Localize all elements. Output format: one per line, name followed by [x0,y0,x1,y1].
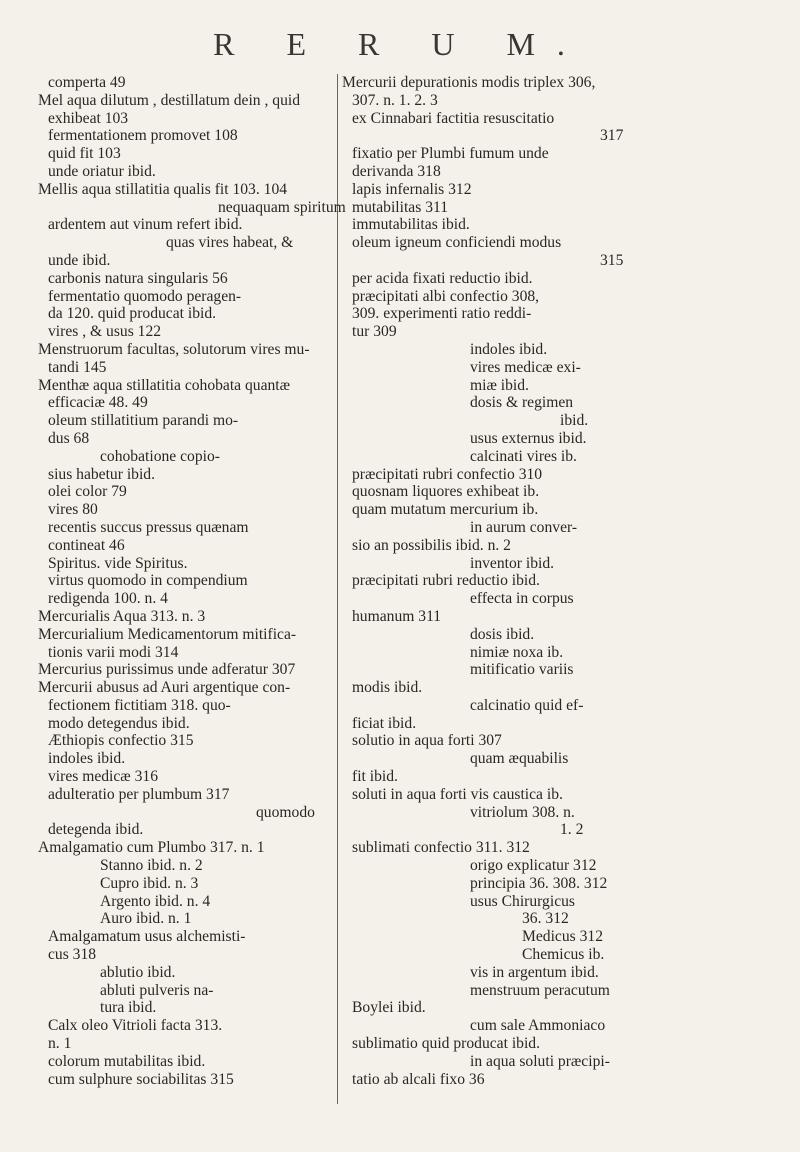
index-entry: ex Cinnabari factitia resuscitatio [352,109,555,127]
index-entry: quam mutatum mercurium ib. [352,501,539,519]
index-entry: humanum 311 [352,607,442,625]
index-entry: præcipitati rubri reductio ibid. [352,572,540,590]
index-entry: Æthiopis confectio 315 [48,732,194,750]
index-entry: da 120. quid producat ibid. [48,305,217,323]
index-entry: tura ibid. [100,999,157,1017]
index-entry: fermentatio quomodo peragen- [48,287,242,305]
index-entry: per acida fixati reductio ibid. [352,269,533,287]
index-entry: virtus quomodo in compendium [48,572,248,590]
index-entry: inventor ibid. [470,554,555,572]
index-entry: cum sulphure sociabilitas 315 [48,1070,234,1088]
index-entry: olei color 79 [48,483,127,501]
index-entry: modis ibid. [352,679,423,697]
index-entry: Menthæ aqua stillatitia cohobata quantæ [38,376,291,394]
index-entry: Mercurius purissimus unde adferatur 307 [38,661,296,679]
index-entry: quas vires habeat, & [166,234,294,252]
index-entry: n. 1 [48,1035,72,1053]
index-entry: mitificatio variis [470,661,574,679]
index-entry: dosis & regimen [470,394,574,412]
index-entry: Chemicus ib. [522,946,605,964]
index-entry: ficiat ibid. [352,714,417,732]
index-entry: menstruum peracutum [470,981,610,999]
index-entry: lapis infernalis 312 [352,180,472,198]
index-entry: sio an possibilis ibid. n. 2 [352,536,511,554]
index-entry: sublimati confectio 311. 312 [352,839,530,857]
index-entry: tandi 145 [48,358,107,376]
index-entry: 317 [600,127,624,145]
right-column [342,74,664,1088]
index-entry: cum sale Ammoniaco [470,1017,606,1035]
index-entry: recentis succus pressus quænam [48,518,249,536]
index-entry: quosnam liquores exhibeat ib. [352,483,540,501]
index-entry: in aurum conver- [470,518,578,536]
index-entry: soluti in aqua forti vis caustica ib. [352,785,563,803]
index-entry: vis in argentum ibid. [470,963,599,981]
index-entry: cohobatione copio- [100,447,220,465]
index-entry: nequaquam spiritum [218,198,346,216]
index-entry: nimiæ noxa ib. [470,643,564,661]
index-entry: 36. 312 [522,910,569,928]
index-entry: Argento ibid. n. 4 [100,892,211,910]
index-entry: indoles ibid. [48,750,126,768]
index-entry: Mercurii depurationis modis triplex 306, [342,74,596,91]
index-entry: Menstruorum facultas, solutorum vires mu- [38,340,310,358]
index-entry: redigenda 100. n. 4 [48,590,168,608]
left-column [38,74,346,1088]
index-entry: 307. n. 1. 2. 3 [352,91,438,109]
index-entry: sublimatio quid producat ibid. [352,1035,540,1053]
index-entry: carbonis natura singularis 56 [48,269,228,287]
index-entry: fectionem fictitiam 318. quo- [48,696,231,714]
index-entry: tatio ab alcali fixo 36 [352,1070,485,1088]
index-entry: Amalgamatum usus alchemisti- [48,928,246,946]
index-entry: detegenda ibid. [48,821,144,839]
index-entry: præcipitati rubri confectio 310 [352,465,543,483]
index-entry: Spiritus. vide Spiritus. [48,554,188,572]
page-header: R E R U M. [213,26,587,62]
index-entry: quid fit 103 [48,145,121,163]
index-entry: solutio in aqua forti 307 [352,732,502,750]
index-entry: Amalgamatio cum Plumbo 317. n. 1 [38,839,265,857]
index-entry: Stanno ibid. n. 2 [100,857,203,875]
index-entry: unde ibid. [48,251,111,269]
index-entry: oleum stillatitium parandi mo- [48,412,239,430]
index-entry: contineat 46 [48,536,125,554]
index-entry: colorum mutabilitas ibid. [48,1052,206,1070]
index-entry: Cupro ibid. n. 3 [100,874,199,892]
index-entry: præcipitati albi confectio 308, [352,287,540,305]
index-entry: ardentem aut vinum refert ibid. [48,216,243,234]
index-entry: dus 68 [48,429,90,447]
index-entry: fermentationem promovet 108 [48,127,238,145]
index-entry: usus externus ibid. [470,429,587,447]
index-entry: calcinati vires ib. [470,447,577,465]
index-entry: Calx oleo Vitrioli facta 313. [48,1017,223,1035]
index-entry: ibid. [560,412,589,430]
index-entry: calcinatio quid ef- [470,696,584,714]
index-entry: Mercurialis Aqua 313. n. 3 [38,607,206,625]
index-entry: tur 309 [352,323,397,341]
index-entry: fit ibid. [352,768,398,786]
index-entry: miæ ibid. [470,376,529,394]
index-entry: dosis ibid. [470,625,535,643]
index-entry: Mercurialium Medicamentorum mitifica- [38,625,297,643]
index-entry: Medicus 312 [522,928,603,946]
index-entry: modo detegendus ibid. [48,714,190,732]
index-entry: vires medicæ 316 [48,768,159,786]
index-entry: quam æquabilis [470,750,569,768]
index-entry: derivanda 318 [352,162,441,180]
index-entry: 309. experimenti ratio reddi- [352,305,532,323]
index-entry: Mellis aqua stillatitia qualis fit 103. 104 [38,180,288,198]
index-entry: usus Chirurgicus [470,892,575,910]
index-entry: vitriolum 308. n. [470,803,575,821]
index-entry: tionis varii modi 314 [48,643,179,661]
index-entry: immutabilitas ibid. [352,216,470,234]
index-entry: abluti pulveris na- [100,981,214,999]
index-entry: 1. 2 [560,821,584,839]
index-entry: comperta 49 [48,74,126,91]
index-entry: cus 318 [48,946,97,964]
index-entry: principia 36. 308. 312 [470,874,608,892]
index-entry: in aqua soluti præcipi- [470,1052,610,1070]
index-entry: 315 [600,251,624,269]
index-entry: indoles ibid. [470,340,548,358]
index-entry: Boylei ibid. [352,999,426,1017]
index-entry: ablutio ibid. [100,963,176,981]
index-entry: mutabilitas 311 [352,198,449,216]
index-entry: vires 80 [48,501,98,519]
index-entry: unde oriatur ibid. [48,162,156,180]
index-entry: sius habetur ibid. [48,465,155,483]
index-entry: vires medicæ exi- [470,358,581,376]
index-entry: Auro ibid. n. 1 [100,910,192,928]
index-entry: adulteratio per plumbum 317 [48,785,230,803]
index-entry: Mel aqua dilutum , destillatum dein , quid [38,91,301,109]
index-entry: effecta in corpus [470,590,574,608]
index-entry: exhibeat 103 [48,109,129,127]
index-entry: Mercurii abusus ad Auri argentique con- [38,679,291,697]
index-entry: quomodo [256,803,315,821]
index-entry: efficaciæ 48. 49 [48,394,148,412]
column-divider [337,74,338,1104]
index-entry: fixatio per Plumbi fumum unde [352,145,549,163]
index-entry: origo explicatur 312 [470,857,597,875]
index-entry: oleum igneum conficiendi modus [352,234,562,252]
index-entry: vires , & usus 122 [48,323,162,341]
